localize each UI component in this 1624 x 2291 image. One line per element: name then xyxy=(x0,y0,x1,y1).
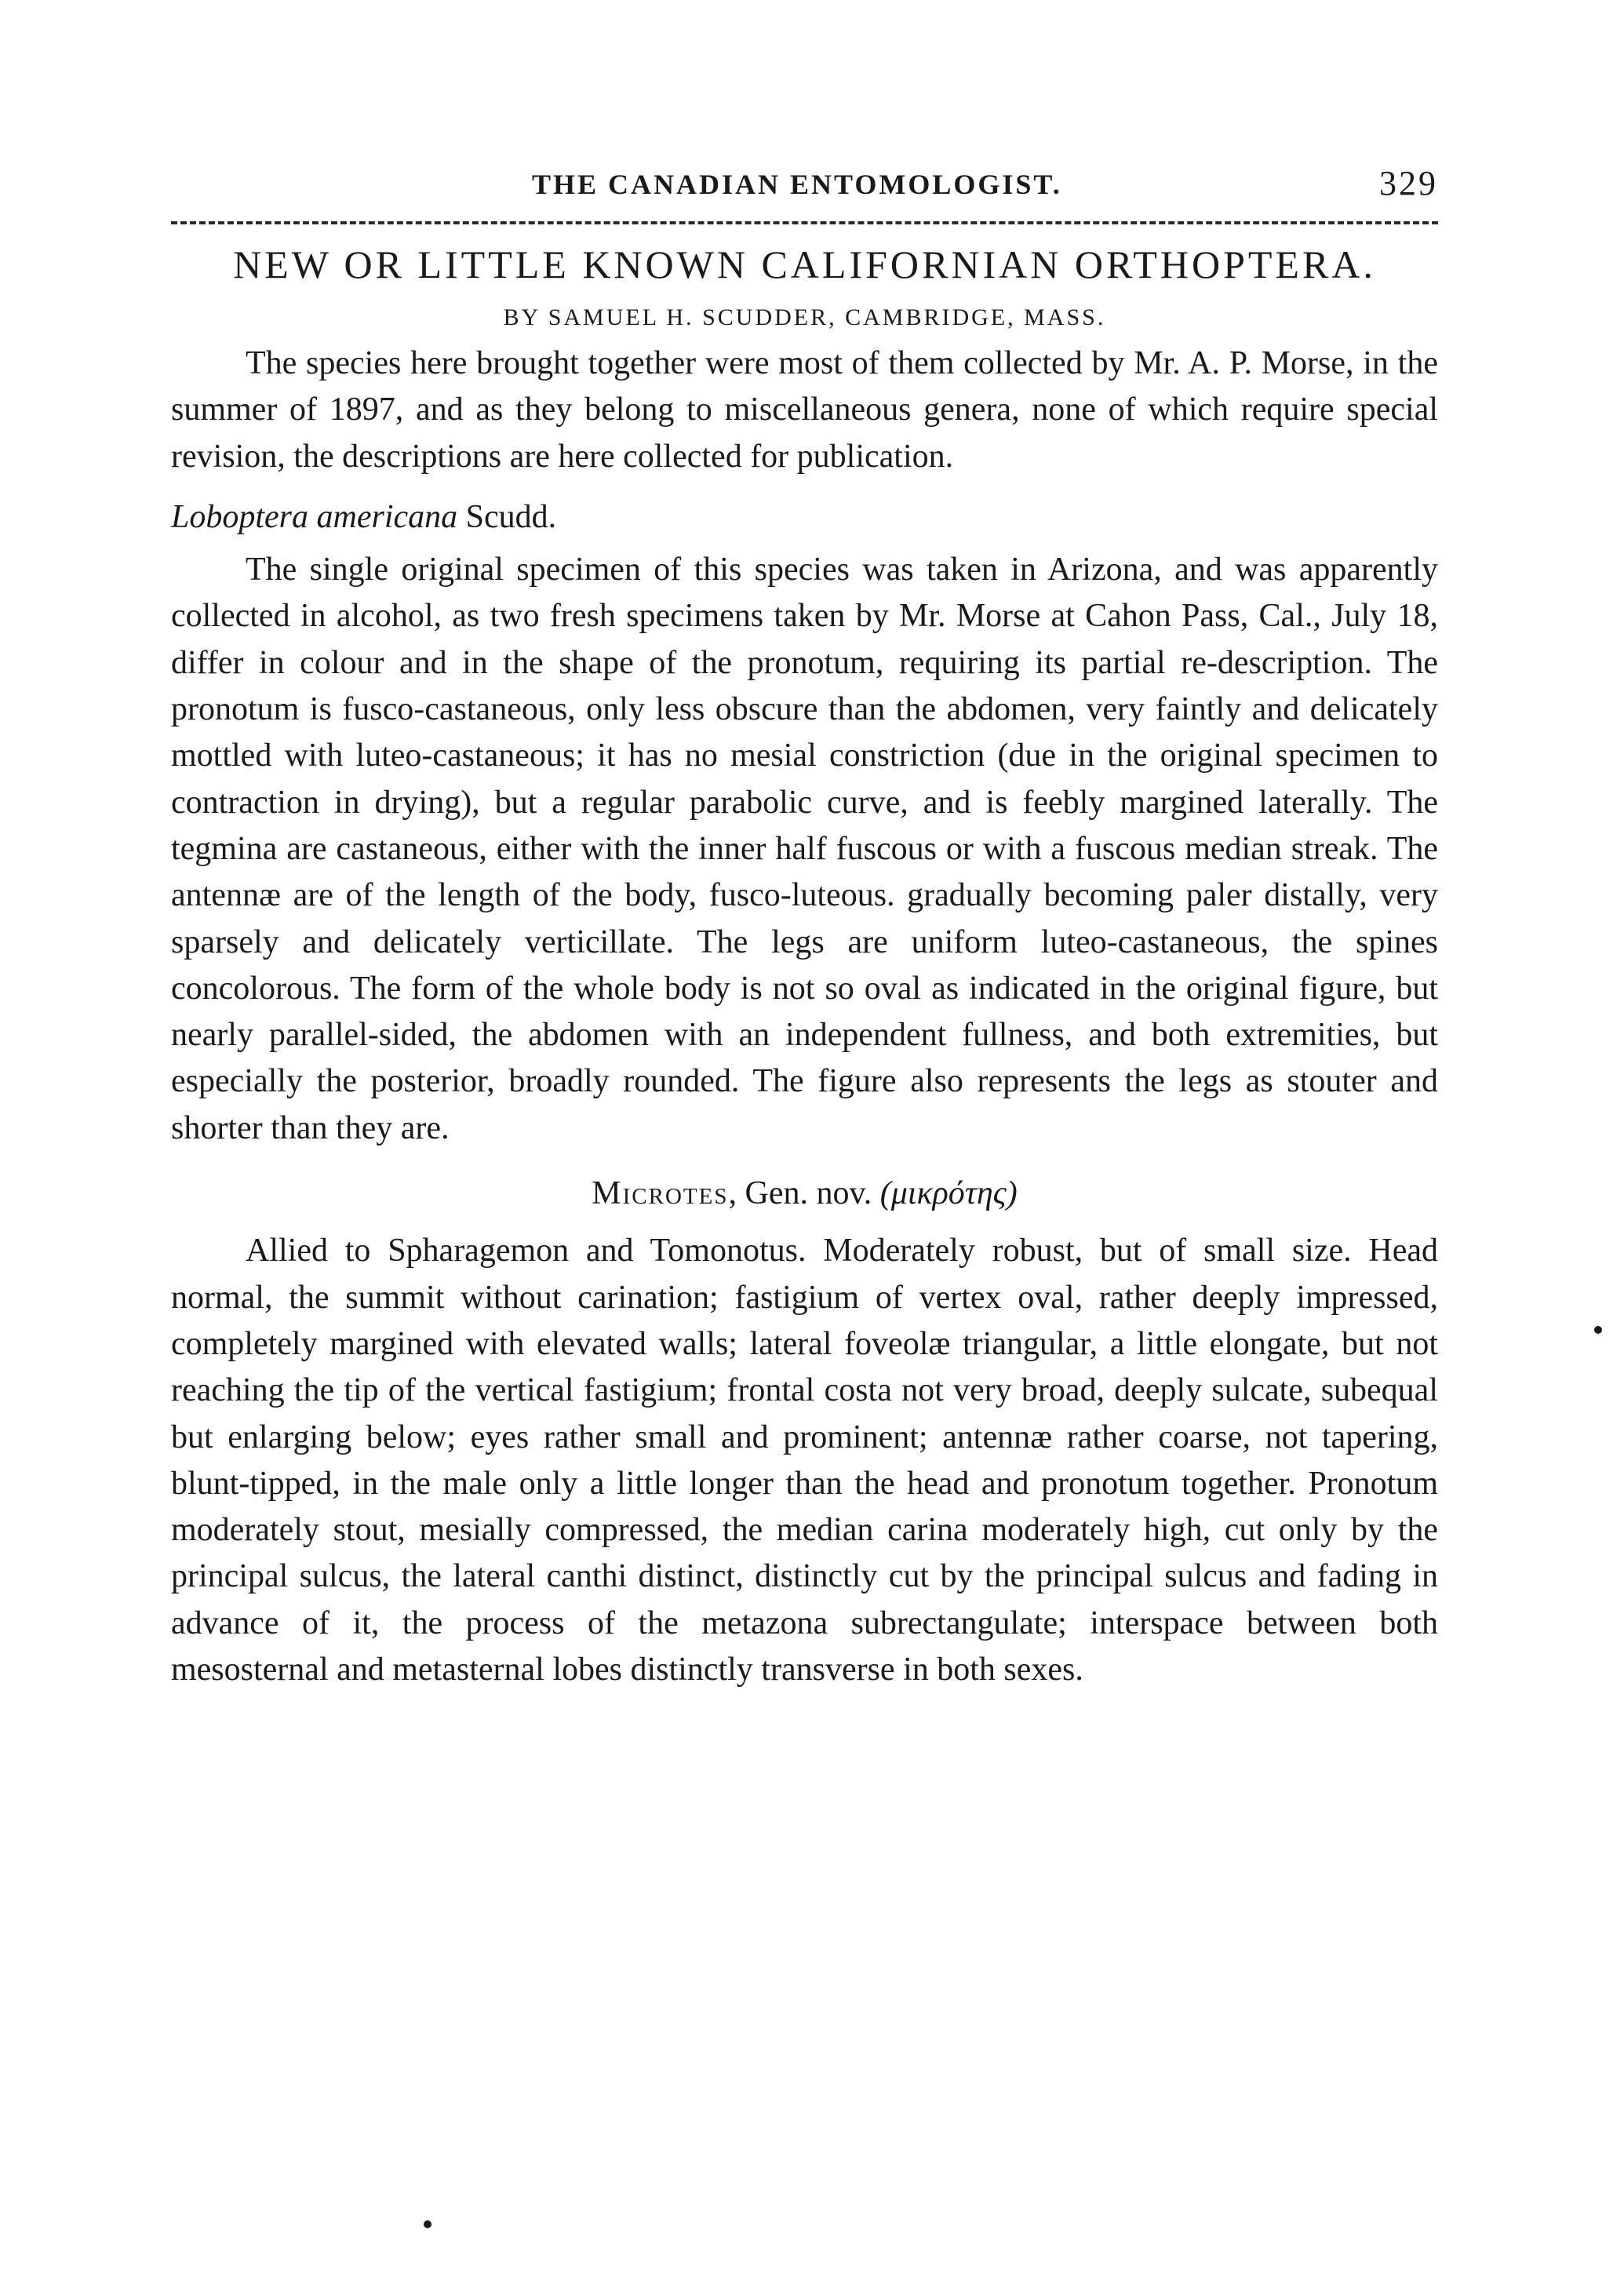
genus-etymology: (μικρότης) xyxy=(879,1175,1018,1212)
intro-paragraph: The species here brought together were most of them collected by Mr. A. P. Morse, in the summer of 1897, and as they belong to miscellaneous genera, none of which require special revision, the descriptions are here collected for publication. xyxy=(171,345,1438,475)
scan-speck xyxy=(424,2220,431,2228)
species-author: Scudd. xyxy=(465,498,557,535)
species-name: Loboptera americana xyxy=(171,498,458,535)
running-head xyxy=(171,157,1438,212)
page-number: 329 xyxy=(1379,164,1438,202)
scan-speck xyxy=(1594,1326,1602,1334)
journal-title: THE CANADIAN ENTOMOLOGIST. xyxy=(532,169,1062,200)
genus-name: Microtes xyxy=(592,1175,729,1212)
species-heading xyxy=(171,494,1438,541)
genus-description: Allied to Spharagemon and Tomonotus. Moderately robust, but of small size. Head normal, the summit without carination; fastigium of vertex oval, rather deeply impressed, completely margined with elevated walls; lateral foveolæ triangular, a little elongate, but not reaching the tip of the vertical fastigium; frontal costa not very broad, deeply sulcate, subequal but enlarging below; eyes rather small and prominent; antennæ rather coarse, not tapering, blunt-tipped, in the male only a little longer than the head and pronotum together. Pronotum moderately stout, mesially compressed, the median carina moderately high, cut only by the principal sulcus, the lateral canthi distinct, distinctly cut by the principal sulcus and fading in advance of it, the process of the metazona subrectangulate; interspace between both mesosternal and metasternal lobes distinctly transverse in both sexes. xyxy=(171,1233,1438,1688)
article-title: NEW OR LITTLE KNOWN CALIFORNIAN ORTHOPTERA. xyxy=(233,242,1376,286)
genus-rank: , Gen. nov. xyxy=(728,1175,872,1212)
species-description: The single original specimen of this species was taken in Arizona, and was apparently collected in alcohol, as two fresh specimens taken by Mr. Morse at Cahon Pass, Cal., July 18, differ in colour and in the shape of the pronotum, requiring its partial re-description. The pronotum is fusco-castaneous, only less obscure than the abdomen, very faintly and delicately mottled with luteo-castaneous; it has no mesial constriction (due in the original specimen to contraction in drying), but a regular parabolic curve, and is feebly margined laterally. The tegmina are castaneous, either with the inner half fuscous or with a fuscous median streak. The antennæ are of the length of the body, fusco-luteous. gradually becoming paler distally, very sparsely and delicately verticillate. The legs are uniform luteo-castaneous, the spines concolorous. The form of the whole body is not so oval as indicated in the original figure, but nearly parallel-sided, the abdomen with an independent fullness, and both extremities, but especially the posterior, broadly rounded. The figure also represents the legs as stouter and shorter than they are. xyxy=(171,552,1438,1146)
genus-heading xyxy=(171,1171,1438,1217)
page-content xyxy=(171,157,1438,1693)
header-rule xyxy=(171,221,1438,224)
article-byline: BY SAMUEL H. SCUDDER, CAMBRIDGE, MASS. xyxy=(503,304,1106,330)
